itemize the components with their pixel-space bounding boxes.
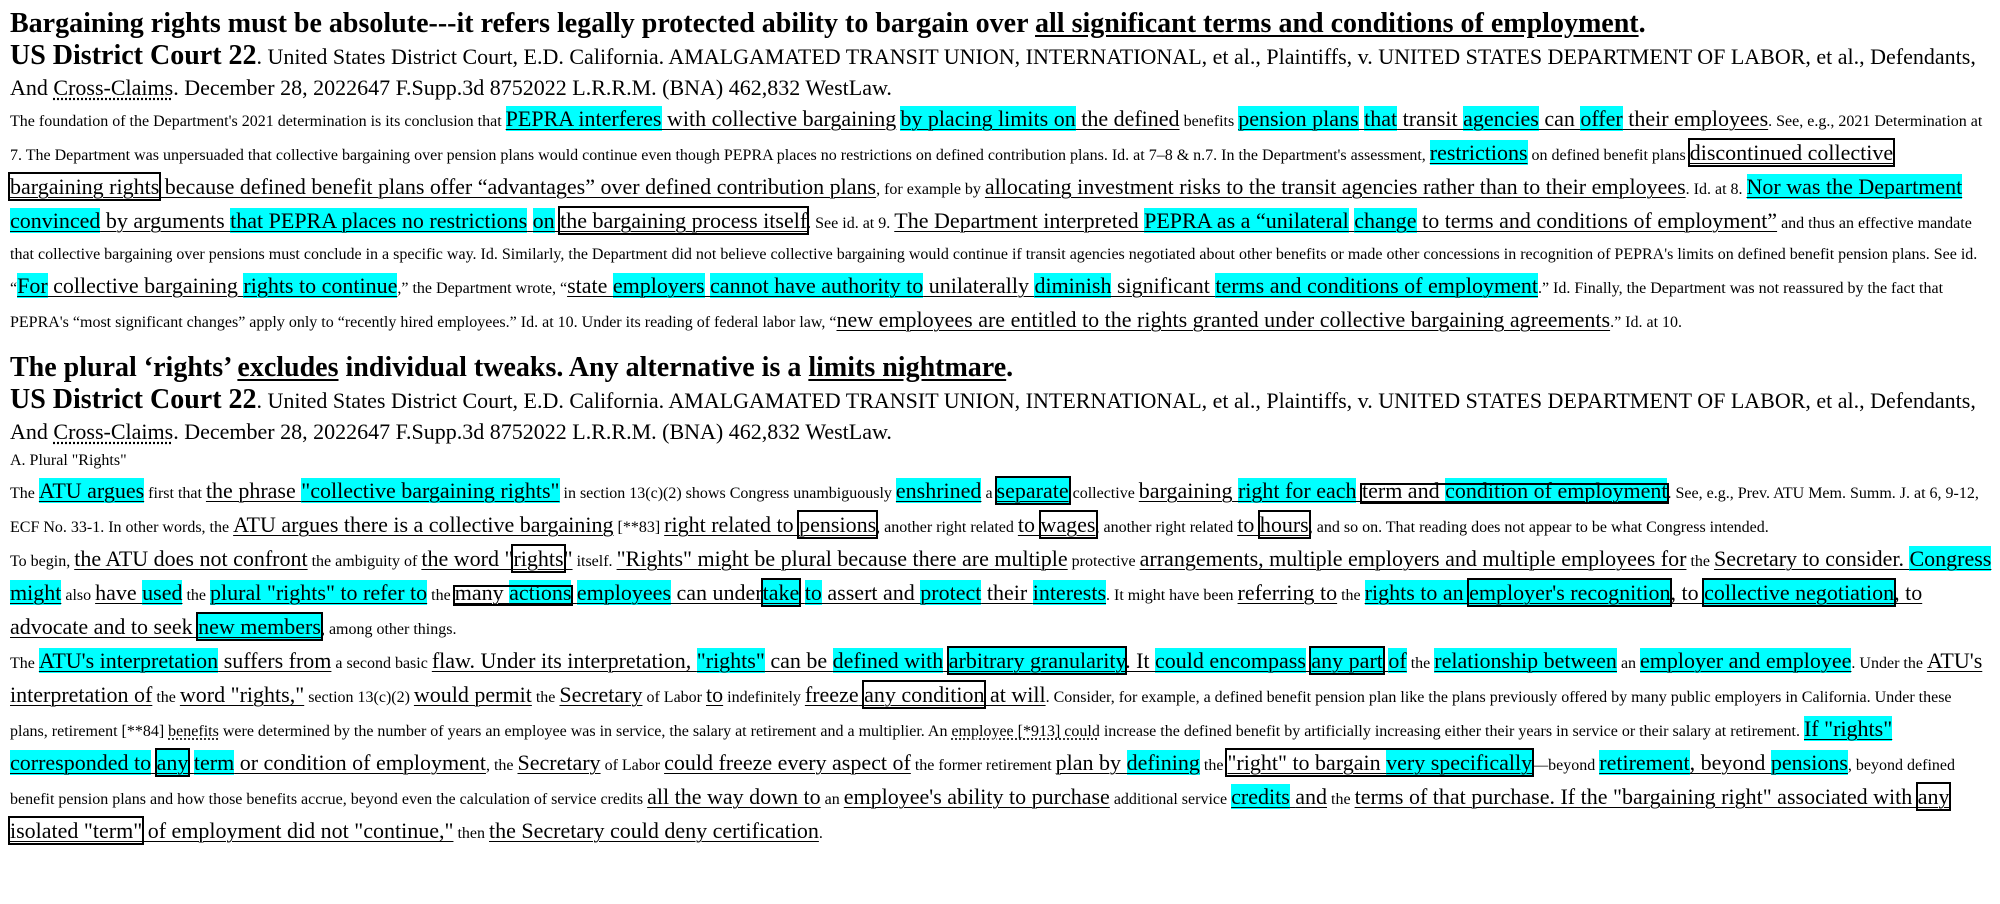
underline: "Rights" might be plural because there are multiple: [616, 546, 1068, 571]
boxed-highlight: very specifically: [1386, 750, 1533, 775]
text: the: [427, 587, 455, 604]
highlight: by placing limits on: [900, 106, 1076, 131]
highlight: to: [804, 580, 822, 605]
tag-end: .: [1006, 352, 1014, 383]
text: of Labor: [642, 689, 706, 706]
highlight: convinced: [10, 208, 101, 233]
underline: by arguments: [100, 208, 231, 233]
highlight: Nor was the Department: [1746, 174, 1963, 199]
underline: can be: [764, 648, 833, 673]
highlight: offer: [1580, 106, 1623, 131]
text: also: [61, 587, 96, 604]
text: . Consider, for example, a defined benefit pension plan like the plans previously offered by many public employers in California. Under these plans, retirement [**84]: [10, 689, 1952, 740]
text: . See, e.g., Prev. ATU Mem. Summ. J. at 6, 9-12, ECF No. 33-1. In other words, the: [10, 485, 1979, 536]
document: [10, 8, 1992, 849]
text: , the: [485, 757, 518, 774]
cite-text: . United States District Court, E.D. California. AMALGAMATED TRANSIT UNION, INTERNATIONAL, et al., Plaintiffs, v. UNITED STATES DEPARTMENT OF LABOR, et al., Defendants, And: [10, 388, 1976, 444]
text: the: [1337, 587, 1365, 604]
underline: [527, 208, 533, 233]
highlight: pensions: [1770, 750, 1848, 775]
highlight: employer and employee: [1640, 648, 1852, 673]
underline: because defined benefit plans offer “advantages” over defined contribution plans: [159, 174, 877, 199]
boxed-highlight: new members: [198, 614, 321, 639]
underline: with collective bargaining: [661, 106, 897, 131]
boxed-text: discontinued collective bargaining rights: [10, 140, 1894, 199]
highlight: diminish: [1034, 273, 1112, 298]
boxed-text: "right" to bargain very specifically: [1227, 750, 1533, 775]
highlight: plural "rights" to refer to: [210, 580, 428, 605]
underline: can: [1538, 106, 1581, 131]
underline: transit: [1397, 106, 1464, 131]
heading-text: A. Plural "Rights": [10, 452, 127, 469]
highlight: might: [10, 580, 62, 605]
highlight: ATU argues: [38, 478, 145, 503]
boxed-text: rights: [513, 546, 564, 571]
text: indefinitely: [723, 689, 805, 706]
text: The foundation of the Department's 2021 determination is its conclusion that: [10, 113, 506, 130]
underline: the phrase: [205, 478, 302, 503]
highlight: could encompass: [1155, 648, 1306, 673]
highlight: that: [1364, 106, 1398, 131]
boxed-text: any condition: [864, 682, 985, 707]
boxed-highlight: arbitrary granularity: [948, 648, 1126, 673]
boxed-highlight: any: [156, 750, 189, 775]
highlight: If "rights" corresponded to: [10, 716, 1893, 775]
text: the: [1686, 553, 1714, 570]
highlight: rights to an: [1364, 580, 1470, 605]
text: protective: [1067, 553, 1140, 570]
underline: Secretary to consider.: [1713, 546, 1910, 571]
boxed-highlight: collective negotiation: [1704, 580, 1895, 605]
text: increase the defined benefit by artificially increasing either their years in service or their salary at retirement.: [1099, 723, 1804, 740]
text: , another right related: [876, 519, 1018, 536]
underline: [151, 750, 157, 775]
cite-link[interactable]: Cross-Claims: [53, 419, 174, 444]
underline: their: [981, 580, 1033, 605]
underline: , beyond: [1689, 750, 1771, 775]
card-2-paragraph-2: [10, 543, 1992, 645]
highlight: rights to continue: [243, 273, 398, 298]
underline: [799, 580, 805, 605]
highlight: defined with: [832, 648, 944, 673]
card-2: [10, 352, 1992, 849]
underline: , to advocate and to seek: [10, 580, 1923, 639]
text: the former retirement: [910, 757, 1056, 774]
highlight: agencies: [1463, 106, 1539, 131]
underline: significant: [1111, 273, 1216, 298]
text: . Id. at 8.: [1685, 181, 1747, 198]
underline: their employees: [1622, 106, 1769, 131]
underline: at will: [989, 682, 1046, 707]
underline: . It: [1125, 648, 1156, 673]
cite-text-end: . December 28, 2022647 F.Supp.3d 8752022 L.R.R.M. (BNA) 462,832 WestLaw.: [173, 75, 892, 100]
boxed-highlight: employer's recognition: [1469, 580, 1671, 605]
text: benefits: [168, 723, 219, 740]
underline: to terms and conditions of employment”: [1416, 208, 1778, 233]
highlight: term: [193, 750, 235, 775]
tag-text: The plural ‘rights’: [10, 352, 238, 383]
text: , beyond defined benefit pension plans and how those benefits accrue, beyond even the calculation of service credits: [10, 757, 1955, 808]
boxed-text: any isolated "term": [10, 784, 1950, 843]
underline: word "rights,": [179, 682, 305, 707]
text: an: [1616, 655, 1641, 672]
highlight: pension plans: [1238, 106, 1359, 131]
underline: would permit: [413, 682, 532, 707]
highlight: "collective bargaining rights": [301, 478, 560, 503]
text: additional service: [1109, 791, 1232, 808]
highlight: PEPRA as a “unilateral: [1144, 208, 1349, 233]
text: the: [1406, 655, 1435, 672]
underline: state: [567, 273, 613, 298]
highlight: used: [142, 580, 183, 605]
tag-end: .: [1638, 8, 1646, 39]
card-1-cite: [10, 40, 1992, 103]
tag-text: Bargaining rights must be absolute---it refers legally protected ability to bargain over: [10, 8, 1036, 39]
text: then: [453, 825, 490, 842]
highlight: right for each: [1237, 478, 1357, 503]
underline: have: [95, 580, 143, 605]
tag-underlined: limits nightmare: [808, 352, 1007, 383]
text: , and so on. That reading does not appear to be what Congress intended.: [1308, 519, 1769, 536]
underline: plan by: [1055, 750, 1127, 775]
card-2-paragraph-1: [10, 475, 1992, 543]
card-2-cite: [10, 384, 1992, 447]
text: a second basic: [331, 655, 432, 672]
text: section 13(c)(2): [304, 689, 414, 706]
underline: bargaining: [1138, 478, 1233, 503]
tag-text: individual tweaks. Any alternative is a: [338, 352, 809, 383]
underline: allocating investment risks to the transit agencies rather than to their employees: [984, 174, 1686, 199]
highlight: PEPRA interferes: [505, 106, 662, 131]
text: of Labor: [600, 757, 665, 774]
highlight: employers: [612, 273, 705, 298]
boxed-text: pensions: [799, 512, 877, 537]
card-1-body: [10, 103, 1992, 338]
underline: employee's ability to purchase: [843, 784, 1110, 809]
text: , for example by: [876, 181, 985, 198]
boxed-text: the bargaining process itself: [560, 208, 808, 233]
highlight: retirement: [1599, 750, 1690, 775]
card-2-paragraph-3: [10, 645, 1992, 849]
underline: to: [1017, 512, 1041, 537]
text: the: [152, 689, 180, 706]
text: . Under the: [1851, 655, 1927, 672]
cite-text: . United States District Court, E.D. California. AMALGAMATED TRANSIT UNION, INTERNATIONAL, et al., Plaintiffs, v. UNITED STATES DEPARTMENT OF LABOR, et al., Defendants, And: [10, 44, 1976, 100]
underline: to: [1237, 512, 1260, 537]
highlight: restrictions: [1429, 140, 1528, 165]
card-2-tag: [10, 352, 1992, 384]
text: .” Id. at 10.: [1610, 314, 1683, 331]
highlight: relationship between: [1434, 648, 1617, 673]
underline: Secretary: [517, 750, 601, 775]
text: collective: [1068, 485, 1139, 502]
underline: assert and: [821, 580, 921, 605]
boxed-highlight: condition of employment: [1445, 478, 1668, 503]
card-1-tag: [10, 8, 1992, 40]
text: the: [1327, 791, 1355, 808]
text: the ambiguity of: [307, 553, 422, 570]
highlight: cannot have authority to: [710, 273, 924, 298]
underline: terms of that purchase. If the "bargaining right" associated with: [1354, 784, 1918, 809]
underline: ATU's interpretation of: [10, 648, 1983, 707]
text: ,” the Department wrote, “: [397, 280, 568, 297]
highlight: ATU's interpretation: [38, 648, 219, 673]
highlight: For: [17, 273, 48, 298]
cite-text-end: . December 28, 2022647 F.Supp.3d 8752022 L.R.R.M. (BNA) 462,832 WestLaw.: [173, 419, 892, 444]
text: —beyond: [1532, 757, 1600, 774]
highlight: employees: [576, 580, 672, 605]
text: The: [10, 485, 39, 502]
text: and thus an effective mandate that collective bargaining over pensions must conclude in a specific way. Id. Similarly, the Department did not believe collective bargaining would continue if transit agencies negotiated about other benefits or made other concessions in recognition of PEPRA's limits on defined benefit pension plans. See id. “: [10, 215, 1978, 297]
highlight: that PEPRA places no restrictions: [230, 208, 528, 233]
underline: to: [706, 682, 724, 707]
card-1: [10, 8, 1992, 338]
underline: new employees are entitled to the rights granted under collective bargaining agreements: [836, 307, 1611, 332]
text: first that: [144, 485, 206, 502]
boxed-text: term and: [1361, 478, 1446, 503]
text: . See, e.g., 2021 Determination at 7. The Department was unpersuaded that collective bargaining over pension plans would continue even though PEPRA places no restrictions on defined contribution plans. Id. at 7–8 & n.7. In the Department's assessment,: [10, 113, 1983, 164]
boxed-highlight: separate: [996, 478, 1069, 503]
text: , another right related: [1095, 519, 1238, 536]
highlight: on: [532, 208, 555, 233]
underline: of employment did not "continue,": [142, 818, 454, 843]
section-heading: [10, 447, 1992, 475]
underline: can under: [671, 580, 763, 605]
highlight: "rights": [696, 648, 765, 673]
text: .” Id. Finally, the Department was not reassured by the fact that PEPRA's “most significant changes” apply only to “recently hired employees.” Id. at 10. Under its reading of federal labor law, “: [10, 280, 1944, 331]
text: [**83]: [613, 519, 665, 536]
text: the: [1199, 757, 1228, 774]
underline: the Secretary could deny certification: [489, 818, 819, 843]
highlight: change: [1354, 208, 1417, 233]
cite-link[interactable]: Cross-Claims: [53, 75, 174, 100]
underline: all the way down to: [647, 784, 821, 809]
boxed-highlight: any part: [1311, 648, 1383, 673]
cite-author: US District Court 22: [10, 384, 257, 415]
underline: flaw. Under its interpretation,: [431, 648, 697, 673]
underline: collective bargaining: [47, 273, 244, 298]
underline: the word ": [421, 546, 514, 571]
underline: , to: [1670, 580, 1705, 605]
underline: the defined: [1075, 106, 1180, 131]
tag-underlined: excludes: [237, 352, 339, 383]
underline: Secretary: [559, 682, 643, 707]
text: .: [818, 825, 823, 842]
text: To begin,: [10, 553, 75, 570]
highlight: of: [1388, 648, 1407, 673]
underline: arrangements, multiple employers and multiple employees for: [1139, 546, 1687, 571]
boxed-highlight: take: [762, 580, 800, 605]
underline: the ATU does not confront: [74, 546, 308, 571]
text: the: [182, 587, 211, 604]
text: itself.: [572, 553, 617, 570]
text: The: [10, 655, 39, 672]
text: , among other things.: [320, 621, 457, 638]
boxed-text: hours: [1259, 512, 1309, 537]
highlight: defining: [1126, 750, 1200, 775]
underline: The Department interpreted: [894, 208, 1145, 233]
underline: or condition of employment: [234, 750, 486, 775]
text: . See id. at 9.: [807, 215, 895, 232]
underline: referring to: [1237, 580, 1338, 605]
text: . It might have been: [1106, 587, 1238, 604]
cite-author: US District Court 22: [10, 40, 257, 71]
highlight: credits: [1231, 784, 1290, 809]
highlight: interests: [1032, 580, 1107, 605]
text: an: [820, 791, 844, 808]
highlight: terms and conditions of employment: [1215, 273, 1538, 298]
underline: unilaterally: [923, 273, 1035, 298]
boxed-highlight: actions: [509, 580, 572, 605]
text: a: [981, 485, 997, 502]
text: employee [*913] could: [951, 723, 1100, 740]
highlight: Congress: [1909, 546, 1992, 571]
boxed-text: wages: [1040, 512, 1096, 537]
text: the: [531, 689, 560, 706]
underline: ": [563, 546, 573, 571]
underline: and: [1295, 784, 1328, 809]
underline: freeze: [804, 682, 859, 707]
underline: right related to: [664, 512, 800, 537]
tag-underlined: all significant terms and conditions of employment: [1035, 8, 1639, 39]
text: in section 13(c)(2) shows Congress unambiguously: [559, 485, 896, 502]
text: on defined benefit plans: [1527, 147, 1690, 164]
underline: ATU argues there is a collective bargaining: [233, 512, 614, 537]
highlight: enshrined: [895, 478, 982, 503]
highlight: protect: [920, 580, 982, 605]
underline: suffers from: [218, 648, 332, 673]
underline: could freeze every aspect of: [664, 750, 911, 775]
text: benefits: [1179, 113, 1239, 130]
underline: [943, 648, 949, 673]
boxed-text: many: [454, 580, 510, 605]
text: were determined by the number of years an employee was in service, the salary at retirement and a multiplier. An: [218, 723, 952, 740]
